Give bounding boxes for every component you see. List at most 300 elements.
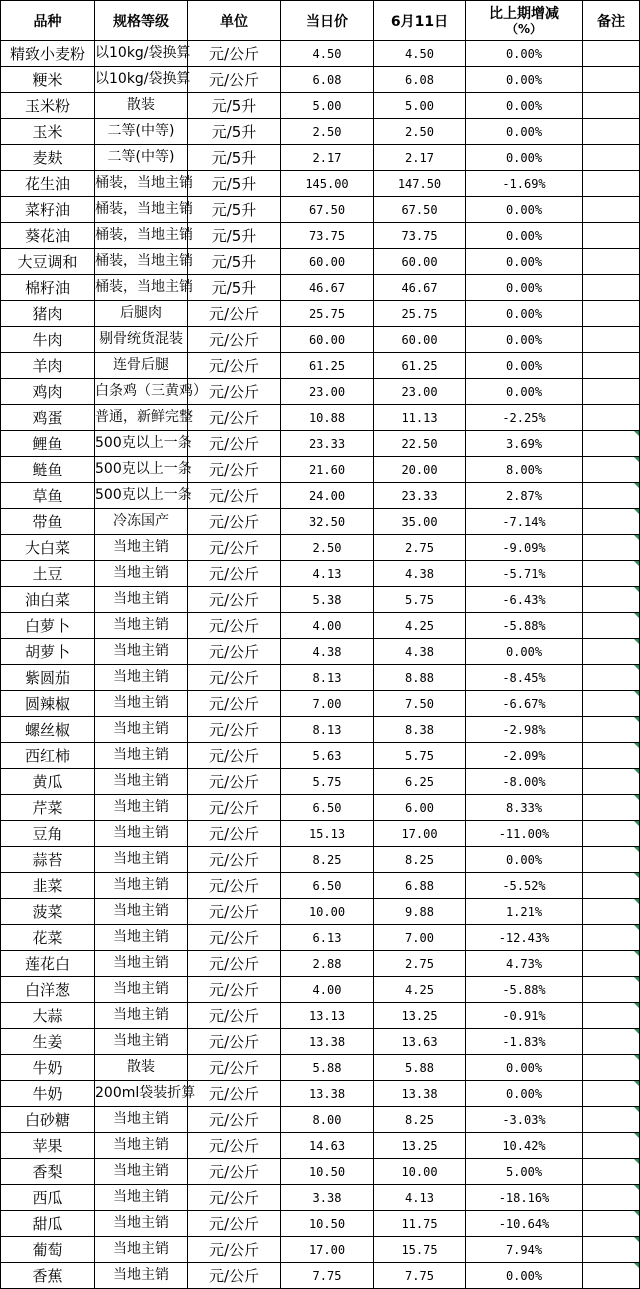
cell-spec (95, 223, 193, 249)
cell-note[interactable] (583, 951, 640, 977)
cell-note[interactable] (583, 1185, 640, 1211)
cell-unit: 元/公斤 (188, 717, 281, 743)
table-row (1, 1159, 640, 1185)
cell-previous-price: 17.00 (374, 821, 466, 847)
table-row (1, 925, 640, 951)
cell-spec (95, 587, 188, 613)
table-row (1, 1029, 640, 1055)
cell-previous-price: 4.38 (374, 639, 466, 665)
table-row (1, 353, 640, 379)
cell-unit: 元/5升 (188, 171, 281, 197)
cell-unit: 元/公斤 (188, 1185, 281, 1211)
cell-today-price: 10.50 (281, 1159, 374, 1185)
cell-unit: 元/5升 (188, 145, 281, 171)
cell-unit: 元/公斤 (188, 847, 281, 873)
table-row (1, 431, 640, 457)
cell-name: 西红柿 (1, 743, 95, 769)
cell-today-price: 4.38 (281, 639, 374, 665)
comment-indicator-icon (634, 613, 639, 618)
comment-indicator-icon (634, 1081, 639, 1086)
cell-name: 甜瓜 (1, 1211, 95, 1237)
cell-spec (95, 67, 191, 93)
table-row (1, 1003, 640, 1029)
cell-unit: 元/公斤 (188, 535, 281, 561)
cell-unit: 元/公斤 (188, 795, 281, 821)
cell-unit: 元/公斤 (188, 327, 281, 353)
cell-previous-price: 73.75 (374, 223, 466, 249)
cell-today-price: 6.08 (281, 67, 374, 93)
cell-today-price: 5.00 (281, 93, 374, 119)
cell-previous-price: 6.08 (374, 67, 466, 93)
cell-spec (95, 717, 188, 743)
cell-spec (95, 535, 188, 561)
cell-note[interactable] (583, 873, 640, 899)
cell-name: 韭菜 (1, 873, 95, 899)
cell-spec (95, 639, 188, 665)
table-row (1, 1055, 640, 1081)
cell-spec (95, 1055, 188, 1081)
cell-change: -2.98% (466, 717, 583, 743)
cell-unit: 元/公斤 (188, 1211, 281, 1237)
cell-change: -9.09% (466, 535, 583, 561)
cell-today-price: 5.38 (281, 587, 374, 613)
cell-today-price: 25.75 (281, 301, 374, 327)
cell-name: 油白菜 (1, 587, 95, 613)
cell-previous-price: 23.00 (374, 379, 466, 405)
cell-unit: 元/公斤 (188, 457, 281, 483)
cell-today-price: 17.00 (281, 1237, 374, 1263)
cell-change: -2.09% (466, 743, 583, 769)
cell-today-price: 4.13 (281, 561, 374, 587)
cell-today-price: 6.50 (281, 873, 374, 899)
cell-spec-text: 当地主销 (113, 981, 169, 997)
cell-previous-price: 46.67 (374, 275, 466, 301)
cell-note[interactable] (583, 223, 640, 249)
cell-today-price: 2.88 (281, 951, 374, 977)
cell-spec-text: 当地主销 (113, 1189, 169, 1205)
cell-spec (95, 301, 188, 327)
table-row (1, 93, 640, 119)
cell-unit: 元/公斤 (188, 665, 281, 691)
cell-change: -1.69% (466, 171, 583, 197)
cell-note[interactable] (583, 275, 640, 301)
cell-note[interactable] (583, 405, 640, 431)
cell-note[interactable] (583, 353, 640, 379)
cell-spec (95, 613, 188, 639)
cell-spec-text: 桶装，当地主销 (95, 201, 193, 217)
cell-spec (95, 1133, 188, 1159)
cell-spec-text: 当地主销 (113, 799, 169, 815)
cell-change: 0.00% (466, 41, 583, 67)
cell-previous-price: 5.75 (374, 743, 466, 769)
cell-change: 8.00% (466, 457, 583, 483)
cell-name: 鲢鱼 (1, 457, 95, 483)
cell-note[interactable] (583, 925, 640, 951)
header-name: 品种 (1, 1, 95, 41)
cell-unit: 元/公斤 (188, 1029, 281, 1055)
cell-today-price: 145.00 (281, 171, 374, 197)
table-row (1, 1237, 640, 1263)
cell-previous-price: 5.88 (374, 1055, 466, 1081)
cell-note[interactable] (583, 847, 640, 873)
cell-change: 5.00% (466, 1159, 583, 1185)
cell-spec-text: 当地主销 (113, 1163, 169, 1179)
header-today-price: 当日价 (281, 1, 374, 41)
cell-previous-price: 4.25 (374, 977, 466, 1003)
cell-today-price: 60.00 (281, 249, 374, 275)
cell-change: -8.00% (466, 769, 583, 795)
cell-previous-price: 13.25 (374, 1003, 466, 1029)
cell-previous-price: 23.33 (374, 483, 466, 509)
cell-note[interactable] (583, 431, 640, 457)
cell-note[interactable] (583, 1211, 640, 1237)
header-change-unit: （%） (505, 21, 543, 36)
cell-note[interactable] (583, 457, 640, 483)
cell-spec-text: 当地主销 (113, 1111, 169, 1127)
comment-indicator-icon (634, 457, 639, 462)
cell-spec-text: 当地主销 (113, 903, 169, 919)
cell-previous-price: 7.00 (374, 925, 466, 951)
cell-change: 0.00% (466, 223, 583, 249)
comment-indicator-icon (634, 535, 639, 540)
table-row (1, 457, 640, 483)
cell-previous-price: 4.38 (374, 561, 466, 587)
cell-spec-text: 当地主销 (113, 617, 169, 633)
cell-note[interactable] (583, 977, 640, 1003)
cell-name: 棉籽油 (1, 275, 95, 301)
cell-unit: 元/公斤 (188, 743, 281, 769)
cell-name: 精致小麦粉 (1, 41, 95, 67)
cell-today-price: 61.25 (281, 353, 374, 379)
cell-name: 带鱼 (1, 509, 95, 535)
cell-note[interactable] (583, 899, 640, 925)
header-note: 备注 (583, 1, 640, 41)
cell-note[interactable] (583, 587, 640, 613)
cell-change: 0.00% (466, 197, 583, 223)
cell-name: 大蒜 (1, 1003, 95, 1029)
comment-indicator-icon (634, 899, 639, 904)
cell-spec-text: 散装 (127, 1059, 155, 1075)
cell-unit: 元/公斤 (188, 67, 281, 93)
cell-spec-text: 当地主销 (113, 1241, 169, 1257)
cell-name: 羊肉 (1, 353, 95, 379)
cell-spec (95, 1237, 188, 1263)
cell-name: 白洋葱 (1, 977, 95, 1003)
cell-spec-text: 后腿肉 (120, 305, 162, 321)
cell-previous-price: 13.25 (374, 1133, 466, 1159)
cell-unit: 元/公斤 (188, 1055, 281, 1081)
cell-note[interactable] (583, 327, 640, 353)
cell-previous-price: 5.00 (374, 93, 466, 119)
cell-name: 白萝卜 (1, 613, 95, 639)
cell-unit: 元/公斤 (188, 379, 281, 405)
cell-spec (95, 431, 192, 457)
cell-name: 鸡蛋 (1, 405, 95, 431)
comment-indicator-icon (634, 509, 639, 514)
comment-indicator-icon (634, 977, 639, 982)
cell-spec-text: 当地主销 (113, 929, 169, 945)
cell-today-price: 60.00 (281, 327, 374, 353)
cell-spec-text: 当地主销 (113, 1033, 169, 1049)
cell-note[interactable] (583, 483, 640, 509)
cell-previous-price: 11.13 (374, 405, 466, 431)
cell-note[interactable] (583, 1081, 640, 1107)
cell-note[interactable] (583, 1263, 640, 1289)
cell-spec (95, 483, 192, 509)
cell-spec (95, 899, 188, 925)
cell-change: 0.00% (466, 119, 583, 145)
comment-indicator-icon (634, 1055, 639, 1060)
cell-spec (95, 847, 188, 873)
cell-spec (95, 93, 188, 119)
cell-spec-text: 以10kg/袋换算 (95, 45, 191, 61)
cell-spec-text: 当地主销 (113, 773, 169, 789)
table-row (1, 509, 640, 535)
cell-today-price: 8.13 (281, 665, 374, 691)
cell-previous-price: 13.63 (374, 1029, 466, 1055)
cell-spec-text: 剔骨统货混装 (99, 331, 183, 347)
cell-change: -5.52% (466, 873, 583, 899)
cell-name: 麦麸 (1, 145, 95, 171)
cell-previous-price: 22.50 (374, 431, 466, 457)
cell-note[interactable] (583, 613, 640, 639)
cell-note[interactable] (583, 119, 640, 145)
cell-change: 0.00% (466, 1263, 583, 1289)
cell-change: 0.00% (466, 327, 583, 353)
cell-note[interactable] (583, 1029, 640, 1055)
cell-note[interactable] (583, 41, 640, 67)
cell-name: 生姜 (1, 1029, 95, 1055)
table-row (1, 1081, 640, 1107)
cell-change: -5.88% (466, 613, 583, 639)
cell-previous-price: 20.00 (374, 457, 466, 483)
cell-previous-price: 25.75 (374, 301, 466, 327)
cell-spec (95, 873, 188, 899)
cell-spec-text: 当地主销 (113, 825, 169, 841)
cell-spec (95, 275, 193, 301)
cell-today-price: 23.00 (281, 379, 374, 405)
cell-today-price: 7.00 (281, 691, 374, 717)
cell-spec-text: 当地主销 (113, 1007, 169, 1023)
table-row (1, 145, 640, 171)
cell-note[interactable] (583, 509, 640, 535)
cell-unit: 元/公斤 (188, 483, 281, 509)
cell-previous-price: 60.00 (374, 249, 466, 275)
cell-spec (95, 405, 193, 431)
table-row (1, 275, 640, 301)
cell-spec-text: 当地主销 (113, 643, 169, 659)
cell-note[interactable] (583, 769, 640, 795)
cell-today-price: 15.13 (281, 821, 374, 847)
cell-unit: 元/公斤 (188, 613, 281, 639)
cell-note[interactable] (583, 535, 640, 561)
cell-spec (95, 691, 188, 717)
cell-note[interactable] (583, 301, 640, 327)
cell-spec-text: 200ml袋装折算 (95, 1085, 196, 1101)
cell-previous-price: 8.25 (374, 847, 466, 873)
cell-change: -12.43% (466, 925, 583, 951)
cell-spec-text: 桶装，当地主销 (95, 279, 193, 295)
cell-note[interactable] (583, 717, 640, 743)
cell-change: 7.94% (466, 1237, 583, 1263)
cell-change: -2.25% (466, 405, 583, 431)
cell-note[interactable] (583, 1003, 640, 1029)
table-row (1, 223, 640, 249)
cell-note[interactable] (583, 145, 640, 171)
cell-spec (95, 327, 188, 353)
cell-unit: 元/公斤 (188, 405, 281, 431)
cell-name: 花菜 (1, 925, 95, 951)
cell-note[interactable] (583, 821, 640, 847)
cell-today-price: 13.38 (281, 1029, 374, 1055)
cell-note[interactable] (583, 665, 640, 691)
cell-previous-price: 15.75 (374, 1237, 466, 1263)
comment-indicator-icon (634, 795, 639, 800)
cell-change: -5.88% (466, 977, 583, 1003)
cell-unit: 元/公斤 (188, 431, 281, 457)
comment-indicator-icon (634, 1185, 639, 1190)
cell-name: 菜籽油 (1, 197, 95, 223)
cell-unit: 元/公斤 (188, 925, 281, 951)
cell-spec-text: 普通，新鲜完整 (95, 409, 193, 425)
cell-previous-price: 6.00 (374, 795, 466, 821)
cell-change: 3.69% (466, 431, 583, 457)
cell-previous-price: 10.00 (374, 1159, 466, 1185)
cell-spec (95, 743, 188, 769)
cell-name: 粳米 (1, 67, 95, 93)
cell-today-price: 6.13 (281, 925, 374, 951)
cell-previous-price: 2.50 (374, 119, 466, 145)
cell-today-price: 7.75 (281, 1263, 374, 1289)
cell-note[interactable] (583, 561, 640, 587)
cell-spec-text: 当地主销 (113, 851, 169, 867)
cell-spec (95, 145, 188, 171)
cell-note[interactable] (583, 171, 640, 197)
cell-unit: 元/公斤 (188, 41, 281, 67)
cell-today-price: 8.13 (281, 717, 374, 743)
cell-previous-price: 8.38 (374, 717, 466, 743)
cell-today-price: 8.25 (281, 847, 374, 873)
cell-spec-text: 当地主销 (113, 669, 169, 685)
cell-change: -10.64% (466, 1211, 583, 1237)
cell-today-price: 8.00 (281, 1107, 374, 1133)
cell-unit: 元/5升 (188, 93, 281, 119)
table-row (1, 717, 640, 743)
table-row (1, 769, 640, 795)
cell-today-price: 2.50 (281, 119, 374, 145)
cell-spec (95, 821, 188, 847)
cell-note[interactable] (583, 197, 640, 223)
comment-indicator-icon (634, 873, 639, 878)
cell-unit: 元/5升 (188, 249, 281, 275)
table-row (1, 379, 640, 405)
cell-change: -6.67% (466, 691, 583, 717)
cell-note[interactable] (583, 743, 640, 769)
cell-change: -11.00% (466, 821, 583, 847)
table-row (1, 613, 640, 639)
cell-note[interactable] (583, 379, 640, 405)
cell-spec (95, 41, 191, 67)
cell-note[interactable] (583, 691, 640, 717)
cell-note[interactable] (583, 1159, 640, 1185)
cell-today-price: 32.50 (281, 509, 374, 535)
cell-spec (95, 665, 188, 691)
table-row (1, 197, 640, 223)
cell-note[interactable] (583, 1237, 640, 1263)
cell-change: -6.43% (466, 587, 583, 613)
cell-note[interactable] (583, 1107, 640, 1133)
cell-name: 莲花白 (1, 951, 95, 977)
comment-indicator-icon (634, 951, 639, 956)
comment-indicator-icon (634, 743, 639, 748)
cell-note[interactable] (583, 639, 640, 665)
cell-today-price: 4.50 (281, 41, 374, 67)
cell-note[interactable] (583, 795, 640, 821)
cell-change: 0.00% (466, 301, 583, 327)
cell-unit: 元/公斤 (188, 561, 281, 587)
cell-spec (95, 353, 188, 379)
cell-note[interactable] (583, 1055, 640, 1081)
table-row (1, 535, 640, 561)
cell-today-price: 4.00 (281, 977, 374, 1003)
cell-name: 菠菜 (1, 899, 95, 925)
cell-unit: 元/公斤 (188, 639, 281, 665)
cell-unit: 元/公斤 (188, 1159, 281, 1185)
table-row (1, 1133, 640, 1159)
cell-name: 大白菜 (1, 535, 95, 561)
cell-note[interactable] (583, 67, 640, 93)
cell-spec (95, 795, 188, 821)
cell-name: 黄瓜 (1, 769, 95, 795)
cell-previous-price: 6.25 (374, 769, 466, 795)
cell-change: 2.87% (466, 483, 583, 509)
comment-indicator-icon (634, 561, 639, 566)
cell-note[interactable] (583, 1133, 640, 1159)
cell-name: 香蕉 (1, 1263, 95, 1289)
cell-name: 鲤鱼 (1, 431, 95, 457)
cell-unit: 元/公斤 (188, 301, 281, 327)
cell-change: 0.00% (466, 639, 583, 665)
cell-spec-text: 以10kg/袋换算 (95, 71, 191, 87)
cell-spec-text: 500克以上一条 (95, 435, 192, 451)
cell-today-price: 67.50 (281, 197, 374, 223)
cell-name: 土豆 (1, 561, 95, 587)
table-row (1, 1107, 640, 1133)
cell-change: -3.03% (466, 1107, 583, 1133)
cell-unit: 元/公斤 (188, 1133, 281, 1159)
comment-indicator-icon (634, 925, 639, 930)
cell-today-price: 23.33 (281, 431, 374, 457)
table-row (1, 67, 640, 93)
cell-spec (95, 457, 192, 483)
cell-today-price: 14.63 (281, 1133, 374, 1159)
cell-spec (95, 171, 193, 197)
cell-today-price: 10.50 (281, 1211, 374, 1237)
cell-name: 蒜苔 (1, 847, 95, 873)
cell-unit: 元/公斤 (188, 691, 281, 717)
table-row (1, 301, 640, 327)
cell-note[interactable] (583, 93, 640, 119)
comment-indicator-icon (634, 821, 639, 826)
cell-unit: 元/公斤 (188, 873, 281, 899)
cell-note[interactable] (583, 249, 640, 275)
table-row (1, 795, 640, 821)
cell-name: 葵花油 (1, 223, 95, 249)
table-row (1, 483, 640, 509)
cell-spec-text: 当地主销 (113, 591, 169, 607)
cell-today-price: 13.38 (281, 1081, 374, 1107)
cell-name: 葡萄 (1, 1237, 95, 1263)
